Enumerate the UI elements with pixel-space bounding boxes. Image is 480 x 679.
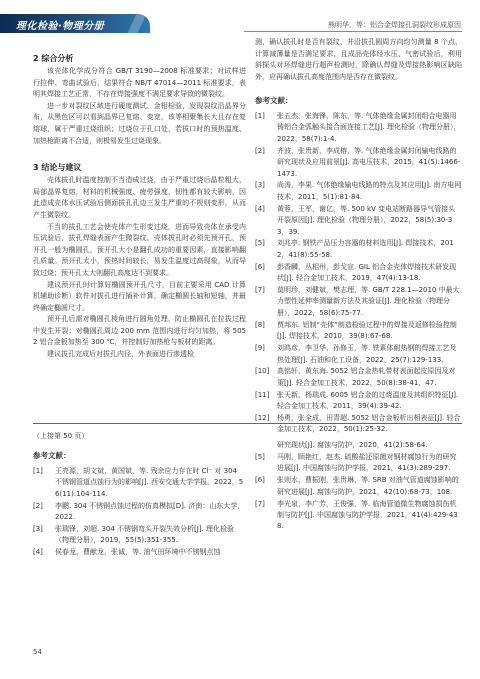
reference-number: [4] — [255, 204, 265, 213]
section-3-paragraph-2: 不当的拔孔工艺会使壳体产生形变过烧，进而导致壳体在承受内压试验后，拔孔焊缝表面产生微裂纹。壳体拔孔时必须先预开孔，预开孔一般为椭圆孔，预开孔大小是翻孔成功的重要因素，直接影响翻孔质量。预开孔太小，预热时间较长，易发生温度过高现象，从而导致过烧；预开孔太大则翻孔高度达不到要求。 — [33, 222, 246, 277]
reference-number: [3] — [33, 524, 43, 533]
continued-references-right — [255, 440, 462, 533]
section-2-paragraph-1: 该壳体化学成分符合 GB/T 3190—2008 标准要求；对试样进行拉伸、弯曲试验后，结果符合 NB/T 47014—2011 标准要求，表明其焊接工艺正常，不存在焊接强度不满足要求导致的微裂纹。 — [33, 67, 246, 99]
continued-reference-list-left — [33, 466, 245, 559]
reference-text: 马刚，顾艳红，赵杰. 硫酸盐还原菌对钢材腐蚀行为的研究进展[J]. 中国腐蚀与防护学报，2021，41(3):289-297. — [277, 452, 457, 473]
reference-number: [7] — [255, 286, 265, 295]
reference-number: [4] — [33, 548, 43, 557]
reference-text: 齐波，张贵新，李成榕，等. 气体绝缘金属封闭输电线路的研究现状及应用前景[J]. 高电压技术，2015，41(5):1466-1473. — [277, 146, 461, 178]
reference-number: [9] — [255, 344, 265, 353]
reference-number: [1] — [33, 466, 43, 475]
page-header — [0, 0, 480, 36]
reference-item — [255, 204, 462, 238]
reference-text: 研究现状[J]. 腐蚀与防护，2020，41(2):58-64. — [277, 441, 428, 449]
right-column — [255, 37, 462, 436]
reference-text: 张瑞锋，刘超. 304 不锈钢弯头开裂失效分析[J]. 理化检验（物理分册），2019，55(5):351-355. — [55, 524, 235, 545]
reference-item — [255, 238, 462, 261]
reference-number: [2] — [33, 501, 43, 510]
reference-number: [1] — [255, 111, 265, 120]
section-3-title: 3 结论与建议 — [33, 163, 82, 173]
reference-text: 张天新，杨瑞成. 6005 铝合金的过烧温度及其组织特征[J]. 轻合金加工技术，2011，39(4):39-42. — [277, 390, 459, 411]
reference-item — [255, 146, 462, 180]
reference-text: 莫明珍，刘健斌，樊志理，等. GB/T 228.1—2010 中最大力塑性延伸率测量新方法及其验证[J]. 理化检验（物理分册），2022，58(6):75-77. — [277, 286, 460, 317]
reference-item — [255, 320, 462, 343]
reference-number: [2] — [255, 146, 265, 155]
continued-references-title: 参考文献： — [33, 451, 71, 461]
logo-stripe-decoration — [128, 14, 147, 33]
continued-reference-list-right — [255, 440, 462, 533]
reference-item — [255, 440, 462, 451]
reference-item — [255, 180, 462, 203]
reference-text: 王亮源，胡文斌，黄国斌，等. 残余应力存在时 Cl⁻ 对 304 不锈钢管道点蚀行为的影响[J]. 西安交通大学学报，2022，56(11):104-114. — [55, 466, 244, 498]
right-paragraph-continued: 测，确认拔孔时是否有裂纹，并沿拔孔圆周方向均匀测量 8 个点，计算减薄量是否满足要求，且成品壳体经水压、气密试验后，利用斜探头对环焊缝进行超声检测时，除确认焊缝及焊接热影响区缺陷外，应再确认拔孔高度范围内是否存在微裂纹。 — [255, 38, 462, 81]
reference-list — [255, 111, 462, 436]
reference-item — [255, 499, 462, 533]
reference-item — [33, 501, 245, 524]
reference-text: 贾邦东. 铝制“壳体”制造检验过程中的焊接及返修检验控制[J]. 焊接技术，2010，39(8):67-68. — [277, 320, 457, 341]
reference-text: 尚涛，李果. 气体绝缘输电线路的特点及其应用[J]. 南方电网技术，2011，5(1):81-84. — [277, 181, 462, 201]
reference-text: 黄蓉，王军，谢亿，等. 500 kV 变电站断路器导气管接头开裂原因[J]. 理化检验（物理分册），2022，58(5):30-33，39. — [277, 204, 456, 236]
section-3-paragraph-1: 壳体拔孔时温度控制不当造成过烧，由于严重过烧后晶粒粗大，局部晶界复熔，材料的机械强度、疲劳强度、韧性都有较大影响，因此造成壳体水压试验后侧面拔孔孔边三发生严重的不规则变形，从而产生微裂纹。 — [33, 176, 246, 219]
journal-logo-text: 理化检验·物理分册 — [16, 21, 105, 32]
journal-logo-banner — [0, 14, 150, 33]
reference-item — [255, 475, 462, 498]
continued-references-left — [33, 431, 245, 559]
reference-number: [6] — [255, 476, 265, 485]
reference-item — [33, 466, 245, 500]
reference-text: 张则水，曹振刚，张贵琳，等. SRB 对油气管道腐蚀影响的研究进展[J]. 腐蚀与防护，2021，42(10):68-73，108. — [277, 476, 459, 496]
reference-item — [33, 547, 245, 558]
reference-number: [6] — [255, 262, 265, 271]
section-2-title: 2 综合分析 — [33, 54, 74, 63]
left-column — [33, 52, 246, 361]
reference-text: 侯春龙，曹献龙，张诚，等. 油气田环境中不锈钢点蚀 — [55, 548, 221, 557]
header-rule — [244, 31, 462, 32]
reference-text: 李鹏. 304 不锈钢点蚀过程的仿真模拟[D]. 济南：山东大学，2022. — [55, 501, 245, 521]
reference-item — [255, 413, 462, 436]
reference-text: 刘兆亭. 钢铁产品压力容器的材料选用[J]. 焊接技术，2012，41(8):55-58. — [277, 239, 454, 259]
running-title: 熊明华，等：铝合金焊接孔洞裂纹形成原因 — [328, 21, 461, 29]
reference-number: [5] — [255, 452, 265, 461]
reference-item — [255, 390, 462, 413]
continued-from-note: （上接第 50 页） — [33, 432, 89, 440]
reference-item — [255, 111, 462, 145]
reference-text: 张五杰，张海锋，陈东，等. 气体绝缘金属封闭组合电器用铸铝合金弧触头接合面连接工艺[J]. 理化检验（物理分册），2022，58(7):1-4. — [277, 111, 461, 143]
section-3-paragraph-5: 建议拔孔完成后对拔孔内径、外表面进行渗透检 — [47, 350, 194, 359]
reference-item — [255, 366, 462, 389]
references-title: 参考文献： — [255, 96, 293, 106]
reference-number: [5] — [255, 239, 265, 248]
reference-text: 刘鸿彦，李卫华，孙修玉，等. 铁素体耐热钢的焊接工艺及热处理[J]. 石油和化工设备，2022，25(7):129-133. — [277, 344, 457, 364]
reference-number: [10] — [255, 367, 270, 376]
reference-item — [33, 524, 245, 547]
reference-text: 李光泉，李广芳，王俊强，等. 临海管道微生物腐蚀损伤机制与防护[J]. 中国腐蚀与防护学报，2021，41(4):429-438. — [277, 499, 458, 531]
section-2-paragraph-2: 进一步对裂纹区域进行硬度测试、金相检验，发现裂纹沿晶界分布，从黑色区可以看到晶界已复熔、变宽，该等相聚集长大且存在复熔球，属于严重过烧组织；过烧位于孔口处，若拔口时的预热温度、加热枪距离不合适，则极易发生过烧现象。 — [33, 101, 246, 145]
reference-text: 高铭轩，黄东海. 5052 铝合金热轧带材表面起皮原因及对策[J]. 轻合金加工技术，2022，50(8):38-41，47. — [277, 367, 456, 387]
page-number: 54 — [33, 648, 42, 656]
reference-number: [8] — [255, 320, 265, 329]
reference-number: [3] — [255, 181, 265, 190]
reference-item — [255, 285, 462, 319]
reference-number: [11] — [255, 390, 270, 399]
reference-item — [255, 343, 462, 366]
reference-number: [7] — [255, 499, 265, 508]
section-3-paragraph-3: 建议预开孔时计算好椭圆预开孔尺寸，目前主要采用 CAD 计算机辅助诊断）软件对拔孔进行插补计算，确定椭圆长轴和短轴，并最终确定椭圆尺寸。 — [33, 280, 246, 312]
reference-number: [12] — [255, 414, 270, 423]
reference-text: 杨勇，张全成，田青超. 5052 铝合金板析出相表征[J]. 轻合金加工技术，2022，50(1):25-32. — [277, 414, 461, 434]
reference-item — [255, 262, 462, 285]
section-3-paragraph-4: 预开孔后需对椭圆孔棱角进行圆角处理，防止椭圆孔在拉拔过程中发生开裂；对椭圆孔周边 200 mm 范围内进行均匀加热，将 5052 铝合金板加热至 300 ℃，并控制好加热枪与板材的距离。 — [33, 315, 246, 347]
reference-item — [255, 452, 462, 475]
section-divider — [33, 423, 462, 424]
reference-text: 彭香麟，丛相州，彭戈宣. GIL 铝合金壳体焊接技术研发现状[J]. 轻合金加工技术，2019，47(4):13-18. — [277, 262, 457, 283]
